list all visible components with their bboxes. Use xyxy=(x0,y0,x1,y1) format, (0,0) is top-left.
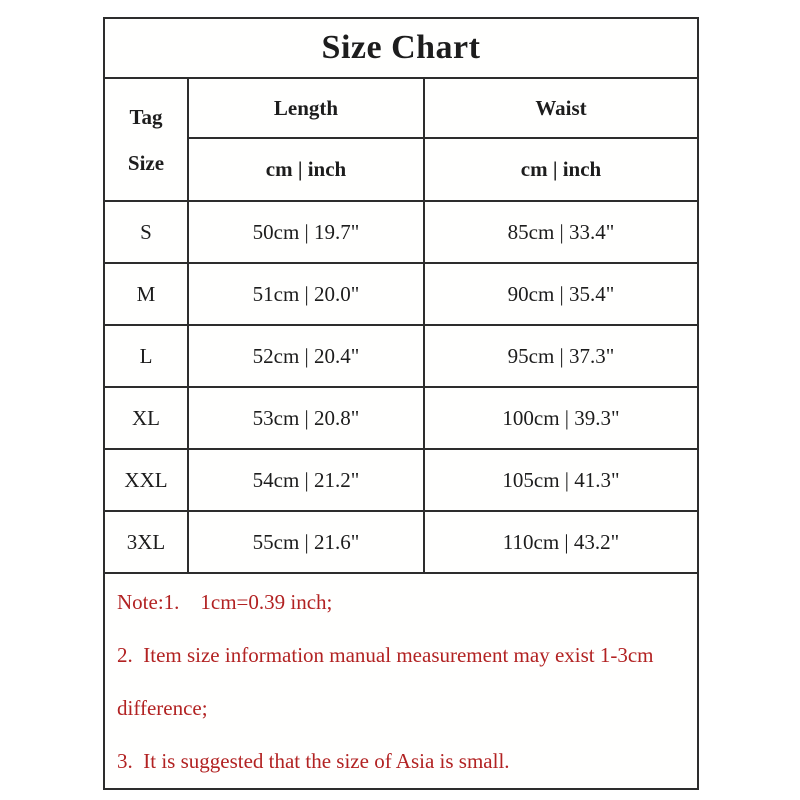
header-length-unit: cm | inch xyxy=(188,138,424,201)
table-row-m xyxy=(104,263,698,325)
header-tag-size xyxy=(104,78,188,201)
cell-length: 53cm | 20.8" xyxy=(188,387,424,449)
header-waist: Waist xyxy=(424,78,698,138)
cell-waist: 95cm | 37.3" xyxy=(424,325,698,387)
title-row xyxy=(104,18,698,78)
cell-waist: 105cm | 41.3" xyxy=(424,449,698,511)
notes-section xyxy=(104,573,698,789)
cell-size: L xyxy=(104,325,188,387)
cell-waist: 85cm | 33.4" xyxy=(424,201,698,263)
cell-size: S xyxy=(104,201,188,263)
cell-size: 3XL xyxy=(104,511,188,573)
cell-size: M xyxy=(104,263,188,325)
cell-size: XL xyxy=(104,387,188,449)
table-row-s xyxy=(104,201,698,263)
notes-row xyxy=(104,573,698,789)
table-row-l xyxy=(104,325,698,387)
size-chart-title: Size Chart xyxy=(104,18,698,78)
note-line: 3. It is suggested that the size of Asia is small. xyxy=(117,749,510,773)
table-row-3xl xyxy=(104,511,698,573)
unit-header-row xyxy=(104,138,698,201)
table-row-xxl xyxy=(104,449,698,511)
note-line: 2. Item size information manual measurement may exist 1-3cm xyxy=(117,643,654,667)
cell-length: 51cm | 20.0" xyxy=(188,263,424,325)
cell-size: XXL xyxy=(104,449,188,511)
size-chart-table xyxy=(103,17,699,790)
cell-length: 52cm | 20.4" xyxy=(188,325,424,387)
cell-length: 55cm | 21.6" xyxy=(188,511,424,573)
cell-waist: 100cm | 39.3" xyxy=(424,387,698,449)
note-line: difference; xyxy=(117,696,208,720)
cell-length: 54cm | 21.2" xyxy=(188,449,424,511)
header-length: Length xyxy=(188,78,424,138)
cell-waist: 110cm | 43.2" xyxy=(424,511,698,573)
header-row xyxy=(104,78,698,138)
note-line: Note:1. 1cm=0.39 inch; xyxy=(117,590,333,614)
header-waist-unit: cm | inch xyxy=(424,138,698,201)
cell-waist: 90cm | 35.4" xyxy=(424,263,698,325)
cell-length: 50cm | 19.7" xyxy=(188,201,424,263)
header-tag-line1: Tag xyxy=(129,104,163,129)
table-row-xl xyxy=(104,387,698,449)
header-tag-line2: Size xyxy=(127,150,165,175)
